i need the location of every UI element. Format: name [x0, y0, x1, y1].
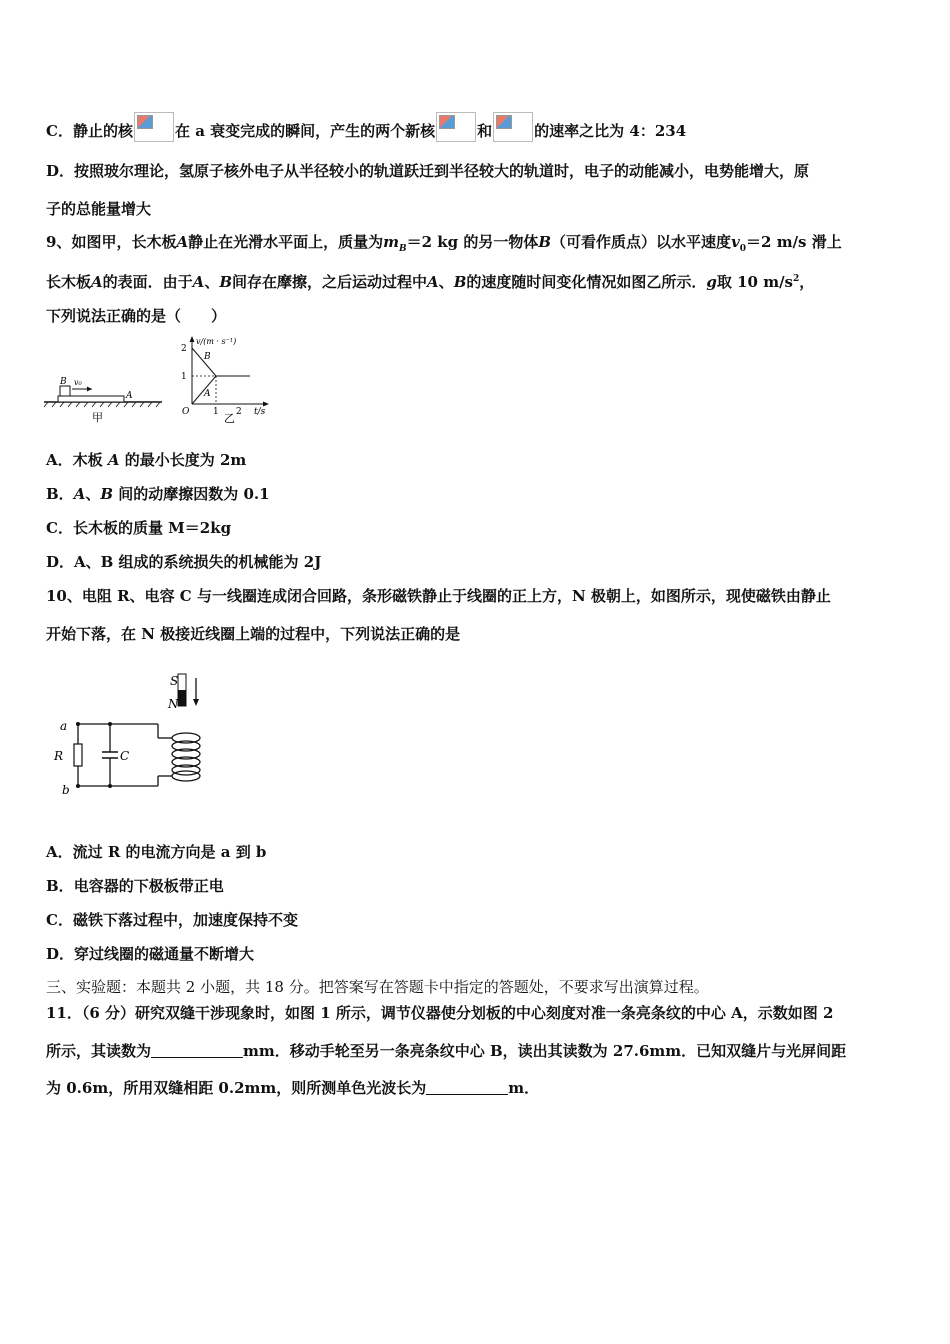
tick-y1: 1: [181, 372, 187, 382]
q11-stem-line3: 为 0.6m，所用双缝相距 0.2mm，则所测单色光波长为 m．: [46, 1079, 540, 1097]
q8-option-c: C．静止的核 在 a 衰变完成的瞬间，产生的两个新核 和 的速率之比为 4：234: [46, 112, 686, 142]
section-3-heading: 三、实验题：本题共 2 小题，共 18 分。把答案写在答题卡中指定的答题处，不要求写出演算过程。: [46, 978, 709, 996]
x-axis-label: t/s: [254, 407, 266, 417]
resistor: [74, 744, 82, 766]
tick-y2: 2: [181, 344, 187, 354]
label-a: a: [60, 719, 68, 733]
y-axis-label: v/(m · s⁻¹): [196, 337, 237, 346]
q9-option-a: A．木板 A 的最小长度为 2m: [46, 451, 247, 469]
option-label: D．: [46, 162, 75, 180]
tick-x1: 1: [213, 407, 219, 417]
q8-option-d: D．按照玻尔理论，氢原子核外电子从半径较小的轨道跃迁到半径较大的轨道时，电子的动能减小，电势能增大，原: [46, 162, 810, 180]
q9-stem-line1: 9、如图甲，长木板A静止在光滑水平面上，质量为$m_B=2$ kg 的另一物体B（可看作质点）以水平速度$v_0=2$ m/s 滑上: [46, 233, 842, 254]
q11-stem-line1: 11．（6 分）研究双缝干涉现象时，如图 1 所示，调节仪器使分划板的中心刻度对准一条亮条纹的中心 A，示数如图 2: [46, 1004, 834, 1022]
answer-blank-reading[interactable]: [151, 1043, 243, 1058]
image-icon: [439, 115, 455, 129]
label-c: C: [120, 749, 130, 763]
q9-option-c: C．长木板的质量 M＝2kg: [46, 519, 232, 537]
label-yi: 乙: [224, 412, 235, 425]
label-line-a: A: [204, 389, 211, 399]
image-icon: [496, 115, 512, 129]
image-icon: [137, 115, 153, 129]
q10-circuit-figure: [46, 668, 226, 798]
tick-x2: 2: [236, 407, 242, 417]
q8-option-d-cont: 子的总能量增大: [46, 200, 152, 218]
q10-stem-line2: 开始下落，在 N 极接近线圈上端的过程中，下列说法正确的是: [46, 625, 461, 643]
option-label: C．: [46, 122, 73, 140]
q9-stem-line2: 长木板A的表面．由于A、B间存在摩擦，之后运动过程中A、B的速度随时间变化情况如图乙所示．g取 10 $m/s^2$，: [46, 273, 815, 291]
label-n: N: [168, 697, 179, 711]
coil: [172, 733, 200, 781]
nucleus-image: [134, 112, 174, 142]
answer-blank-wavelength[interactable]: [426, 1080, 508, 1095]
q10-option-a: A．流过 R 的电流方向是 a 到 b: [46, 843, 267, 861]
q10-stem-line1: 10、电阻 R、电容 C 与一线圈连成闭合回路，条形磁铁静止于线圈的正上方，N 极朝上，如图所示，现使磁铁由静止: [46, 587, 831, 605]
block-b: [60, 386, 70, 396]
q10-option-b: B．电容器的下极板带正电: [46, 877, 224, 895]
q10-option-c: C．磁铁下落过程中，加速度保持不变: [46, 911, 298, 929]
label-v0: v₀: [74, 378, 82, 387]
nucleus-image: [436, 112, 476, 142]
label-s: S: [170, 674, 179, 688]
origin-label: O: [182, 407, 190, 417]
q9-stem-line3: 下列说法正确的是（ ）: [46, 307, 227, 325]
label-line-b: B: [204, 352, 211, 362]
label-b: b: [62, 783, 70, 797]
label-jia: 甲: [92, 411, 103, 424]
board-a: [58, 396, 124, 402]
q11-stem-line2: 所示，其读数为 mm．移动手轮至另一条亮条纹中心 B，读出其读数为 27.6mm．已知双缝片与光屏间距: [46, 1042, 847, 1060]
nucleus-image: [493, 112, 533, 142]
label-board-a: A: [126, 391, 133, 401]
q9-option-b: B．A、B 间的动摩擦因数为 0.1: [46, 485, 270, 503]
label-block-b: B: [60, 377, 67, 387]
magnet-n-half: [178, 690, 186, 706]
q10-option-d: D．穿过线圈的磁通量不断增大: [46, 945, 255, 963]
q9-figure: [40, 334, 280, 430]
q9-option-d: D．A、B 组成的系统损失的机械能为 2J: [46, 553, 322, 571]
label-r: R: [54, 749, 64, 763]
